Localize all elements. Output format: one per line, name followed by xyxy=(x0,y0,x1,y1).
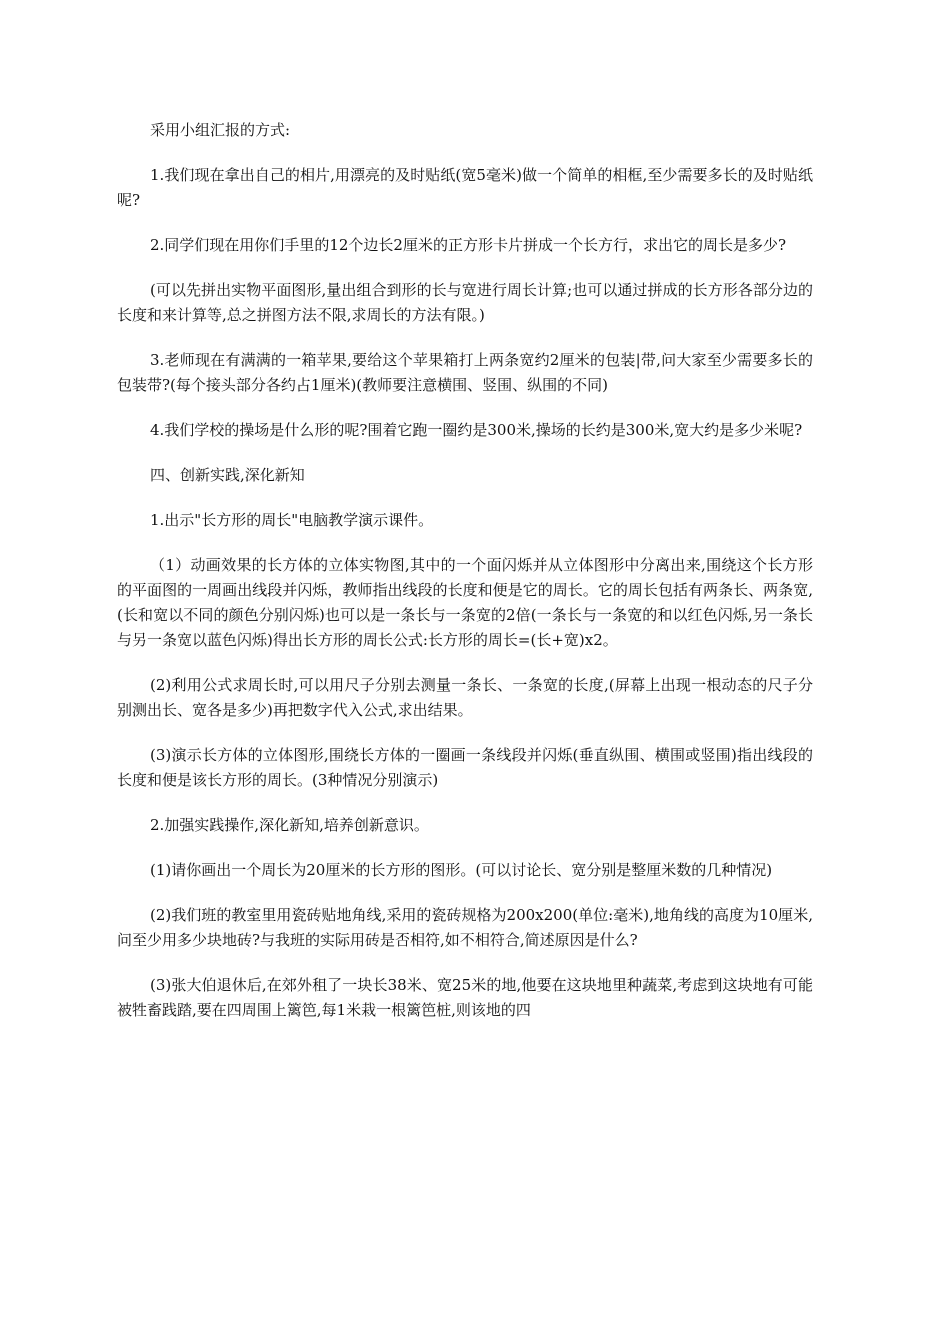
section-heading: 四、创新实践,深化新知 xyxy=(150,466,305,484)
question-1-paragraph: 1.我们现在拿出自己的相片,用漂亮的及时贴纸(宽5毫米)做一个简单的相框,至少需要多长的及时贴纸呢? xyxy=(117,166,813,209)
practice-1-paragraph: (1)请你画出一个周长为20厘米的长方形的图形。(可以讨论长、宽分别是整厘米数的几种情况) xyxy=(150,861,773,879)
demo-intro-paragraph: 1.出示"长方形的周长"电脑教学演示课件。 xyxy=(150,511,434,529)
demo-step-2-paragraph: (2)利用公式求周长时,可以用尺子分别去测量一条长、一条宽的长度,(屏幕上出现一根动态的尺子分别测出长、宽各是多少)再把数字代入公式,求出结果。 xyxy=(117,676,813,719)
practice-3-paragraph: (3)张大伯退休后,在郊外租了一块长38米、宽25米的地,他要在这块地里种蔬菜,考虑到这块地有可能被牲畜践踏,要在四周围上篱笆,每1米栽一根篱笆桩,则该地的四 xyxy=(117,976,813,1019)
question-4-paragraph: 4.我们学校的操场是什么形的呢?围着它跑一圈约是300米,操场的长约是300米,宽大约是多少米呢? xyxy=(150,421,803,439)
demo-step-3-paragraph: (3)演示长方体的立体图形,围绕长方体的一圈画一条线段并闪烁(垂直纵围、横围或竖围)指出线段的长度和便是该长方形的周长。(3种情况分别演示) xyxy=(117,746,813,789)
question-2-note-paragraph: (可以先拼出实物平面图形,量出组合到形的长与宽进行周长计算;也可以通过拼成的长方形各部分边的长度和来计算等,总之拼图方法不限,求周长的方法有限。) xyxy=(117,281,813,324)
practice-2-paragraph: (2)我们班的教室里用瓷砖贴地角线,采用的瓷砖规格为200x200(单位:毫米),地角线的高度为10厘米,问至少用多少块地砖?与我班的实际用砖是否相符,如不相符合,简述原因是什么? xyxy=(117,906,813,949)
question-3-paragraph: 3.老师现在有满满的一箱苹果,要给这个苹果箱打上两条宽约2厘米的包装|带,问大家至少需要多长的包装带?(每个接头部分各约占1厘米)(教师要注意横围、竖围、纵围的不同) xyxy=(117,351,813,394)
intro-paragraph: 采用小组汇报的方式: xyxy=(150,121,291,139)
document-body xyxy=(117,118,813,1043)
question-2-paragraph: 2.同学们现在用你们手里的12个边长2厘米的正方形卡片拼成一个长方行，求出它的周长是多少? xyxy=(150,236,786,254)
practice-intro-paragraph: 2.加强实践操作,深化新知,培养创新意识。 xyxy=(150,816,429,834)
demo-step-1-paragraph: （1）动画效果的长方体的立体实物图,其中的一个面闪烁并从立体图形中分离出来,围绕这个长方形的平面图的一周画出线段并闪烁，教师指出线段的长度和便是它的周长。它的周长包括有两条长、两条宽,(长和宽以不同的颜色分别闪烁)也可以是一条长与一条宽的2倍(一条长与一条宽的和以红色闪烁,另一条长与另一条宽以蓝色闪烁)得出长方形的周长公式:长方形的周长=(长+宽)x2。 xyxy=(117,556,813,649)
